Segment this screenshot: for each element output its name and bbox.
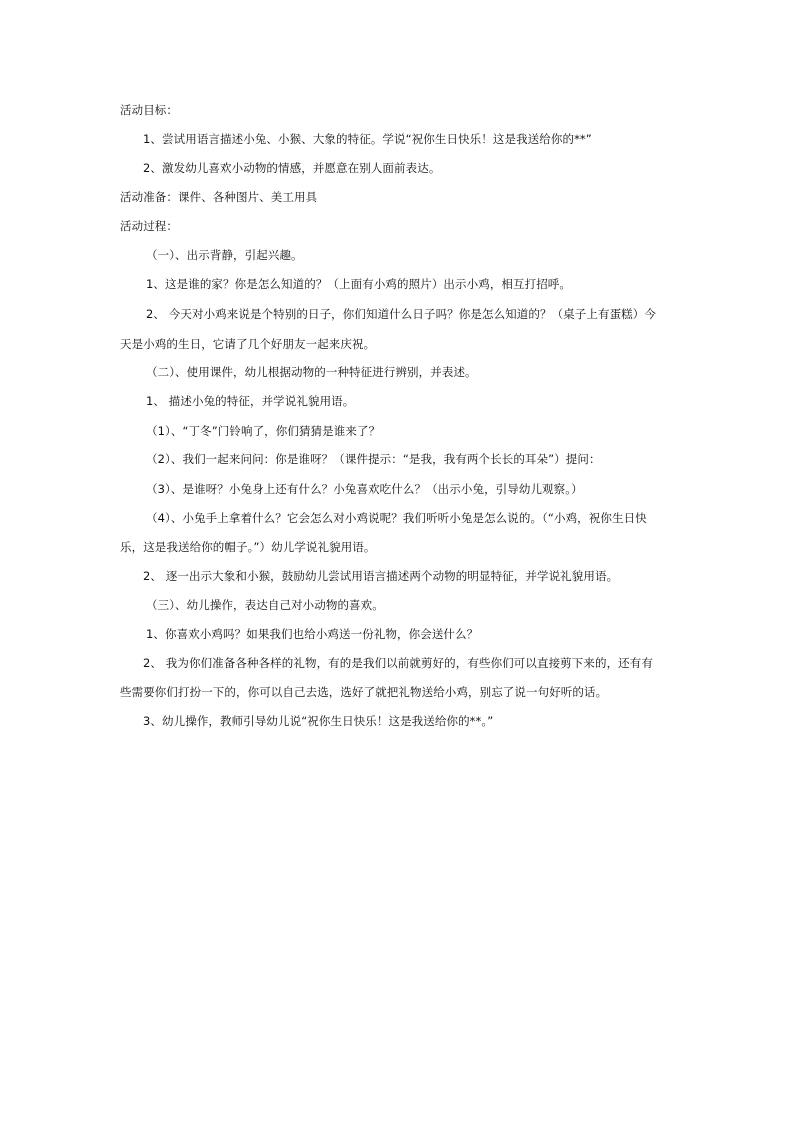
- process-step: 2、 今天对小鸡来说是个特别的日子，你们知道什么日子吗？你是怎么知道的？（桌子上有蛋糕）今: [146, 307, 656, 321]
- process-substep: （4）、小兔手上拿着什么？它会怎么对小鸡说呢？我们听听小兔是怎么说的。（“小鸡，祝你生日快: [146, 511, 647, 525]
- process-step-continuation: 些需要你们打扮一下的，你可以自己去选，选好了就把礼物送给小鸡，别忘了说一句好听的话。: [120, 685, 608, 699]
- process-step: 1、这是谁的家？你是怎么知道的？（上面有小鸡的照片）出示小鸡，相互打招呼。: [146, 277, 572, 291]
- section-heading-process: 活动过程：: [120, 219, 178, 233]
- process-part-1-heading: （一）、出示背静，引起兴趣。: [146, 248, 303, 262]
- process-step: 1、 描述小兔的特征，并学说礼貌用语。: [146, 394, 355, 408]
- process-substep: （2）、我们一起来问问：你是谁呀？（课件提示：“是我，我有两个长长的耳朵”）提问：: [146, 452, 601, 466]
- process-part-2-heading: （二）、使用课件，幼儿根据动物的一种特征进行辨别，并表述。: [146, 365, 477, 379]
- process-part-3-heading: （三）、幼儿操作，表达自己对小动物的喜欢。: [146, 598, 384, 612]
- process-substep: （3）、是谁呀？小兔身上还有什么？小兔喜欢吃什么？（出示小兔，引导幼儿观察。）: [146, 482, 583, 496]
- goal-item-2: 2、激发幼儿喜欢小动物的情感，并愿意在别人面前表达。: [143, 161, 441, 175]
- goal-item-1: 1、尝试用语言描述小兔、小猴、大象的特征。学说“祝你生日快乐！这是我送给你的**”: [143, 132, 592, 146]
- process-substep-continuation: 乐，这是我送给你的帽子。”）幼儿学说礼貌用语。: [120, 540, 376, 554]
- process-step: 3、幼儿操作，教师引导幼儿说“祝你生日快乐！这是我送给你的**。”: [143, 714, 494, 728]
- section-heading-preparation: 活动准备：课件、各种图片、美工用具: [120, 190, 318, 204]
- process-step: 2、 逐一出示大象和小猴，鼓励幼儿尝试用语言描述两个动物的明显特征，并学说礼貌用语。: [143, 569, 619, 583]
- process-step: 1、你喜欢小鸡吗？如果我们也给小鸡送一份礼物，你会送什么？: [146, 627, 479, 641]
- section-heading-goals: 活动目标：: [120, 103, 178, 117]
- process-substep: （1）、“丁冬”门铃响了，你们猜猜是谁来了？: [146, 424, 381, 438]
- process-step: 2、 我为你们准备各种各样的礼物，有的是我们以前就剪好的，有些你们可以直接剪下来的，还有有: [143, 656, 653, 670]
- process-step-continuation: 天是小鸡的生日，它请了几个好朋友一起来庆祝。: [120, 337, 376, 351]
